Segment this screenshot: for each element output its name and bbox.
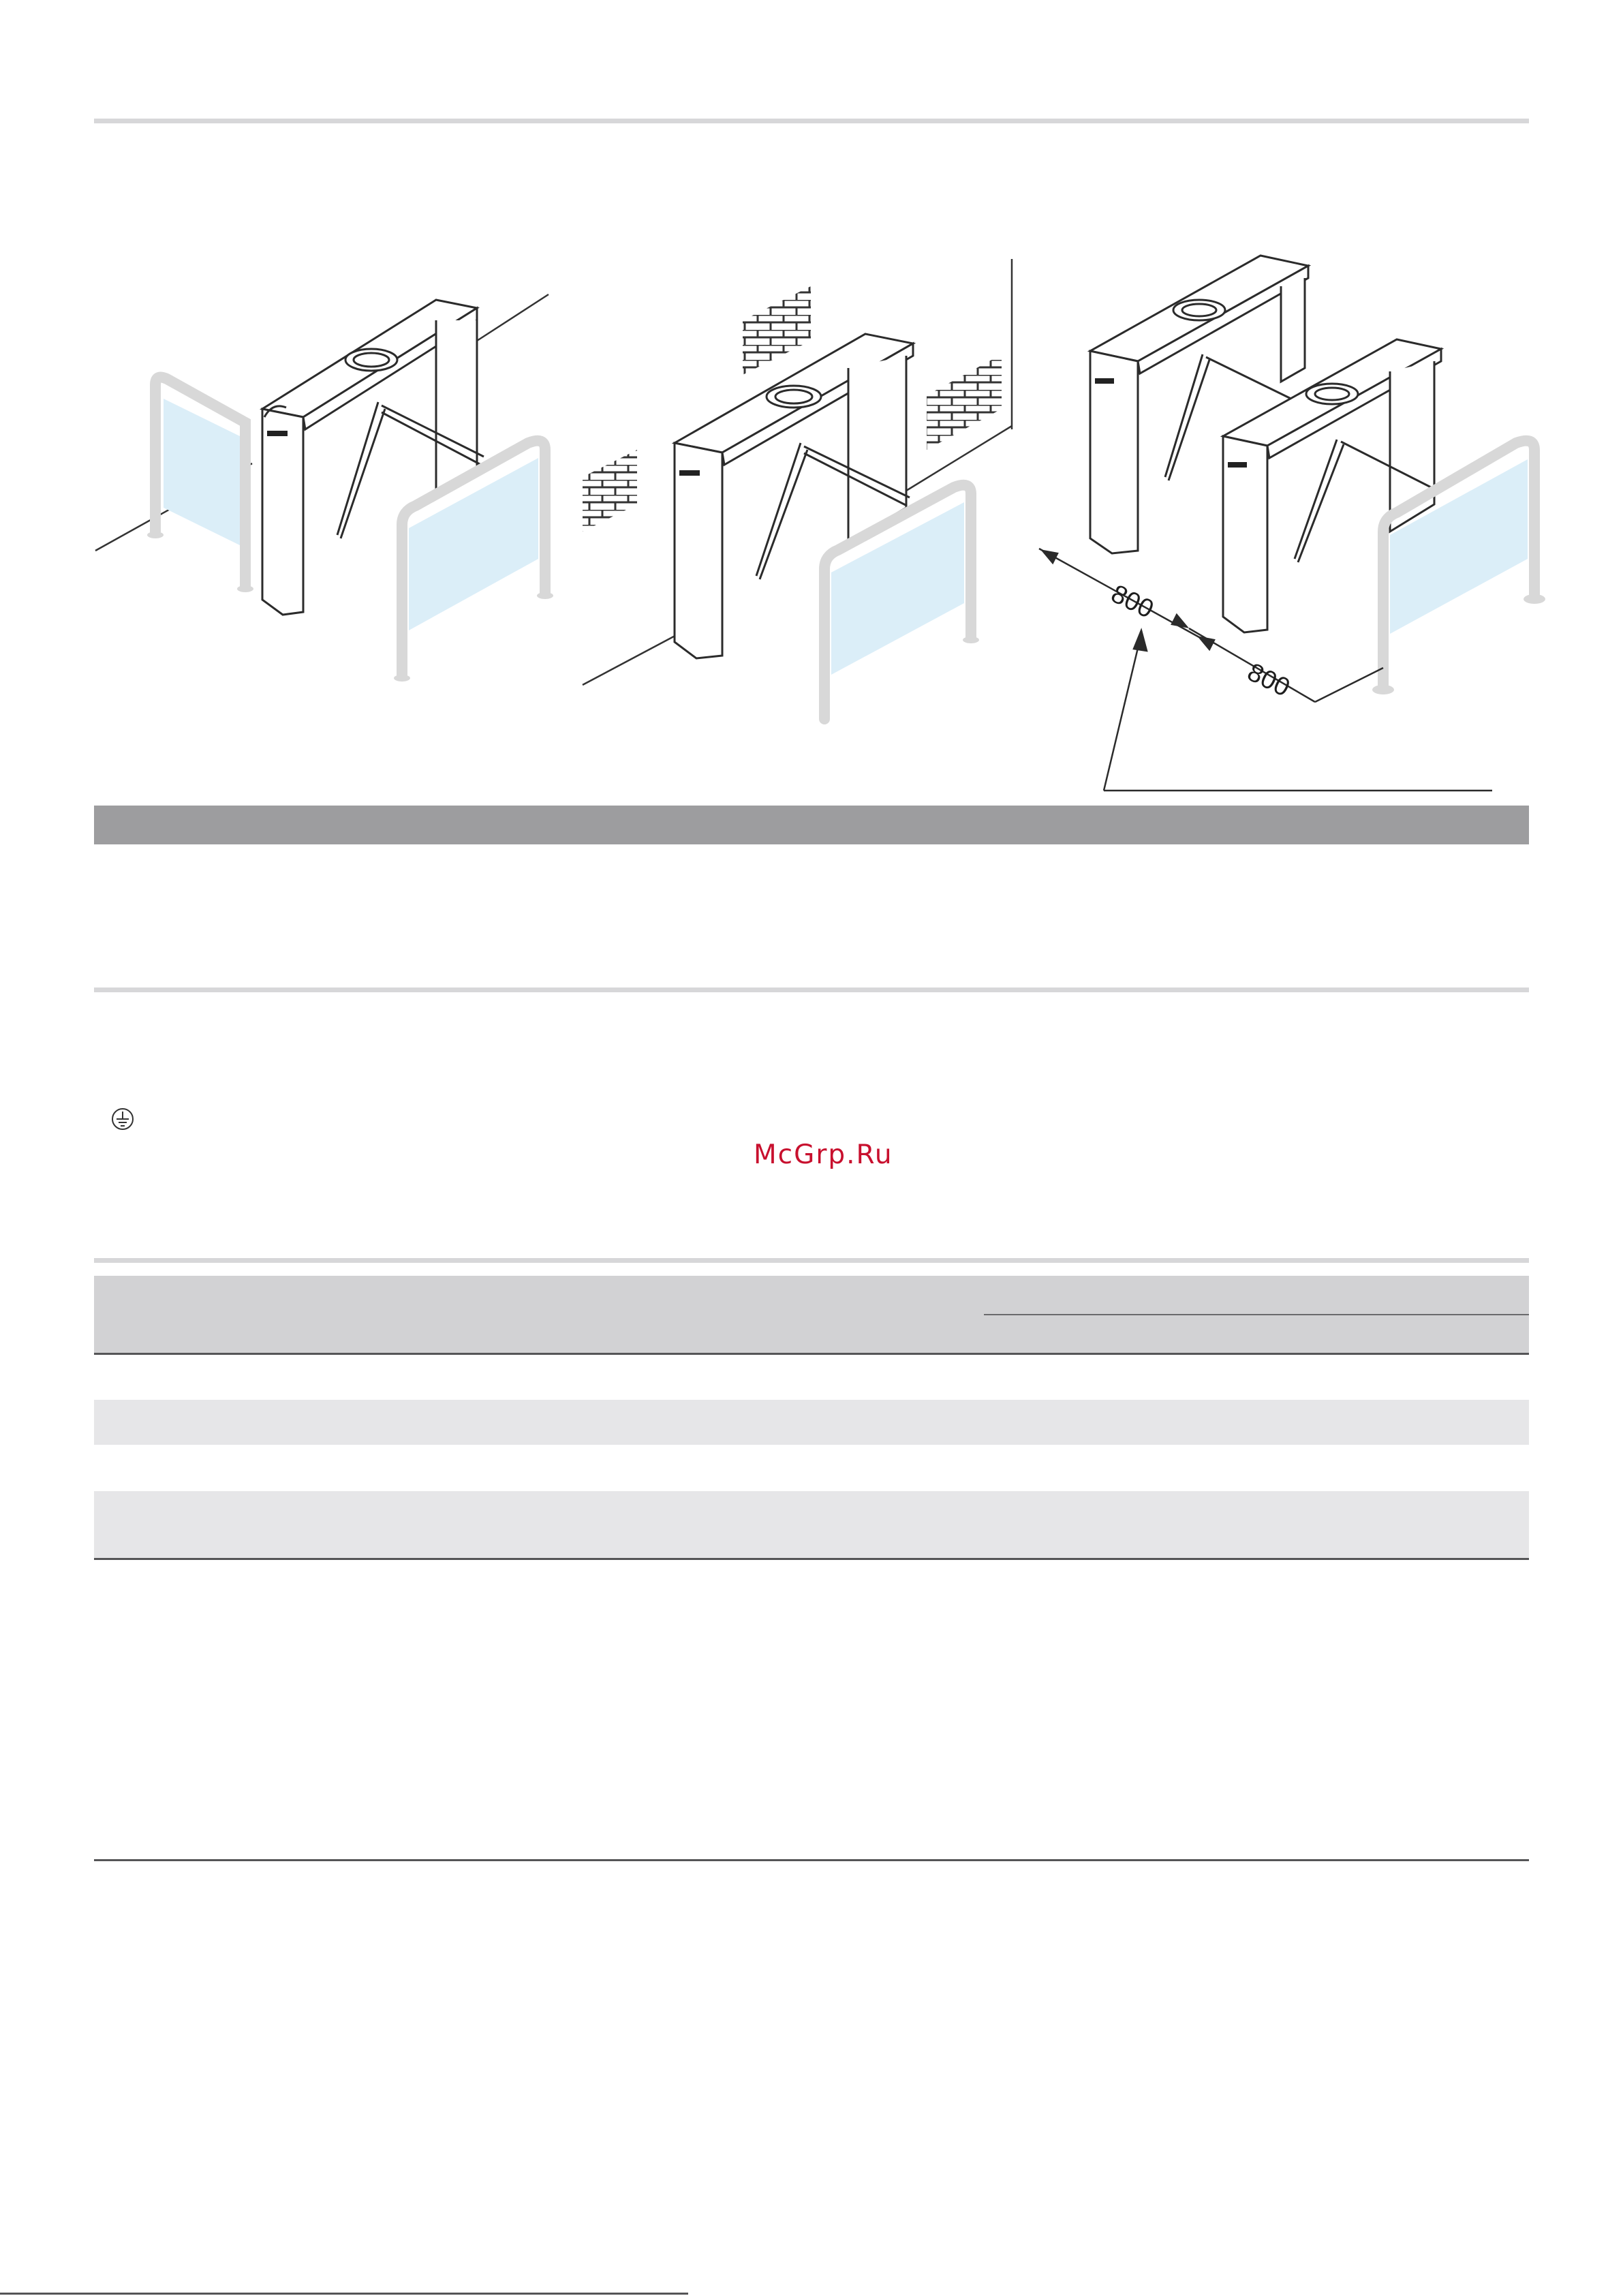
table-row	[94, 1445, 1529, 1491]
protective-earth-icon	[110, 1107, 135, 1131]
scene-3-double-row-installation	[1039, 256, 1545, 791]
table-row	[94, 1491, 1529, 1558]
dimension-label-1: 800	[1107, 579, 1158, 624]
table-row	[94, 1355, 1529, 1400]
dimension-label-2: 800	[1243, 658, 1295, 703]
railing-panel-icon	[394, 441, 553, 682]
table-row	[94, 1400, 1529, 1445]
table-header-subrule	[984, 1314, 1529, 1315]
railing-panel-icon	[147, 377, 253, 592]
section-divider-2	[94, 1258, 1529, 1263]
bottom-divider	[94, 1859, 1529, 1861]
section-header-band	[94, 806, 1529, 844]
table-header	[94, 1276, 1529, 1353]
scene-1-turnstile-with-railings	[95, 294, 553, 682]
scene-2-turnstile-between-walls	[583, 259, 1012, 719]
section-divider-1	[94, 988, 1529, 992]
footer-line	[0, 2293, 688, 2295]
installation-illustrations	[0, 0, 1623, 804]
watermark-text: McGrp.Ru	[754, 1139, 893, 1170]
table-bottom-border	[94, 1558, 1529, 1560]
